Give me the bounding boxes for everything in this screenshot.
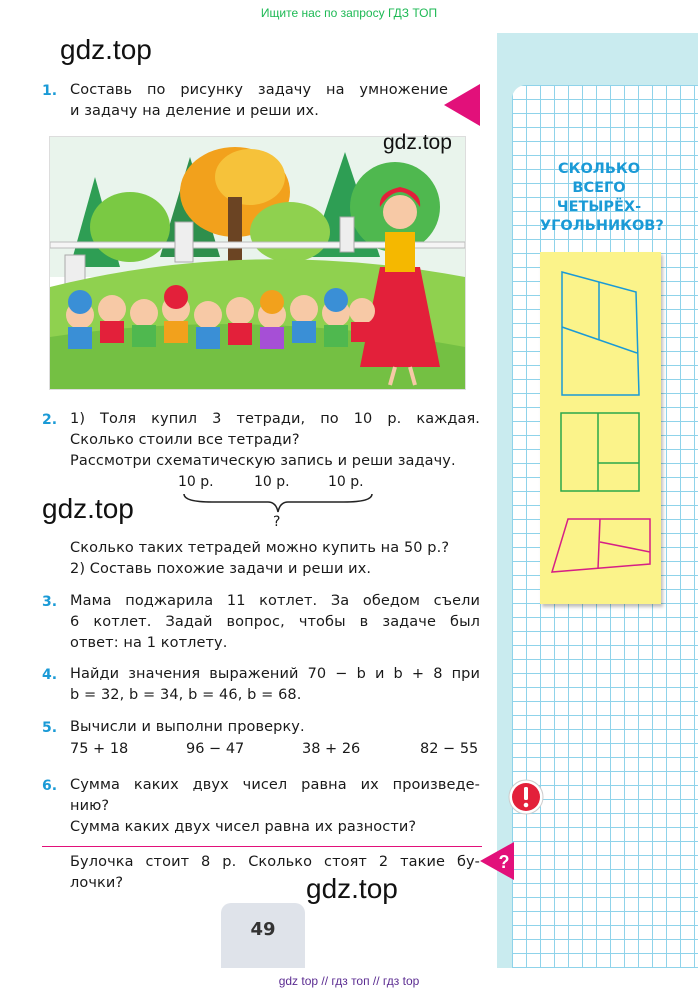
expression: 82 − 55 [420, 741, 479, 757]
magenta-figure [552, 519, 650, 572]
task-line: Сумма каких двух чисел равна их произведе- [70, 777, 480, 793]
schema-value: 10 р. [254, 474, 290, 490]
task-2-text [70, 409, 480, 472]
task-line: нию? [70, 798, 110, 814]
watermark: gdz.top [42, 493, 134, 524]
brace-icon [182, 492, 374, 514]
top-banner: Ищите нас по запросу ГДЗ ТОП [260, 6, 438, 20]
schema-value: 10 р. [328, 474, 364, 490]
title-line: ВСЕГО [572, 180, 626, 196]
task-line: Сумма каких двух чисел равна их разности? [70, 819, 417, 835]
task-line: 6 котлет. Задай вопрос, чтобы в задаче был [70, 614, 480, 630]
task-1-number: 1. [42, 83, 58, 99]
watermark: gdz.top [60, 34, 152, 65]
task-line: Составь по рисунку задачу на умножение [70, 82, 448, 98]
task-6-text [70, 775, 480, 838]
task-line: b = 32, b = 34, b = 46, b = 68. [70, 687, 302, 703]
illustration-park-children [49, 136, 466, 390]
question-marker-icon [480, 842, 514, 880]
schema-question: ? [273, 514, 281, 530]
triangle-marker-icon [444, 84, 480, 126]
task-line: Булочка стоит 8 р. Сколько стоят 2 такие бу- [70, 854, 480, 870]
task-line: Найди значения выражений 70 − b и b + 8 при [70, 666, 480, 682]
task-1-text [70, 80, 448, 122]
task-line: и задачу на деление и реши их. [70, 103, 319, 119]
puzzle-card [540, 252, 661, 604]
title-line: ЧЕТЫРЁХ- [556, 199, 642, 215]
title-line: УГОЛЬНИКОВ? [540, 218, 664, 234]
task-5-number: 5. [42, 720, 58, 736]
exclamation-icon [508, 779, 544, 815]
expression: 75 + 18 [70, 741, 129, 757]
task-6-number: 6. [42, 778, 58, 794]
task-4-number: 4. [42, 667, 58, 683]
task-line: ответ: на 1 котлету. [70, 635, 228, 651]
svg-text:?: ? [498, 852, 510, 872]
task-4-text [70, 664, 480, 706]
task-line: 2) Составь похожие задачи и реши их. [70, 561, 372, 577]
task-5-text [70, 717, 480, 738]
page-number-tab [221, 903, 305, 968]
task-line: лочки? [70, 875, 124, 891]
blue-figure [562, 272, 639, 395]
green-figure [561, 413, 639, 491]
task-line: Мама поджарила 11 котлет. За обедом съели [70, 593, 480, 609]
task-3-text [70, 591, 480, 654]
title-line: СКОЛЬКО [557, 161, 641, 177]
task-line: Сколько таких тетрадей можно купить на 50 р.? [70, 540, 450, 556]
bonus-task-text [70, 852, 480, 894]
section-divider [42, 846, 482, 847]
watermark: gdz.top [306, 873, 398, 904]
task-line: 1) Толя купил 3 тетради, по 10 р. каждая. [70, 411, 480, 427]
page-number: 49 [250, 919, 276, 940]
task-3-number: 3. [42, 594, 58, 610]
task-line: Рассмотри схематическую запись и реши задачу. [70, 453, 456, 469]
task-line: Вычисли и выполни проверку. [70, 719, 305, 735]
task-2-number: 2. [42, 412, 58, 428]
expression: 96 − 47 [186, 741, 245, 757]
task-2-continued [70, 538, 480, 580]
watermark: gdz.top [383, 131, 452, 154]
task-line: Сколько стоили все тетради? [70, 432, 300, 448]
quadrilateral-figures [540, 252, 661, 604]
side-puzzle-title [540, 160, 664, 236]
footer-watermark: gdz top // гдз топ // гдз top [278, 974, 420, 988]
expression: 38 + 26 [302, 741, 361, 757]
schema-value: 10 р. [178, 474, 214, 490]
schematic-record [178, 474, 378, 534]
